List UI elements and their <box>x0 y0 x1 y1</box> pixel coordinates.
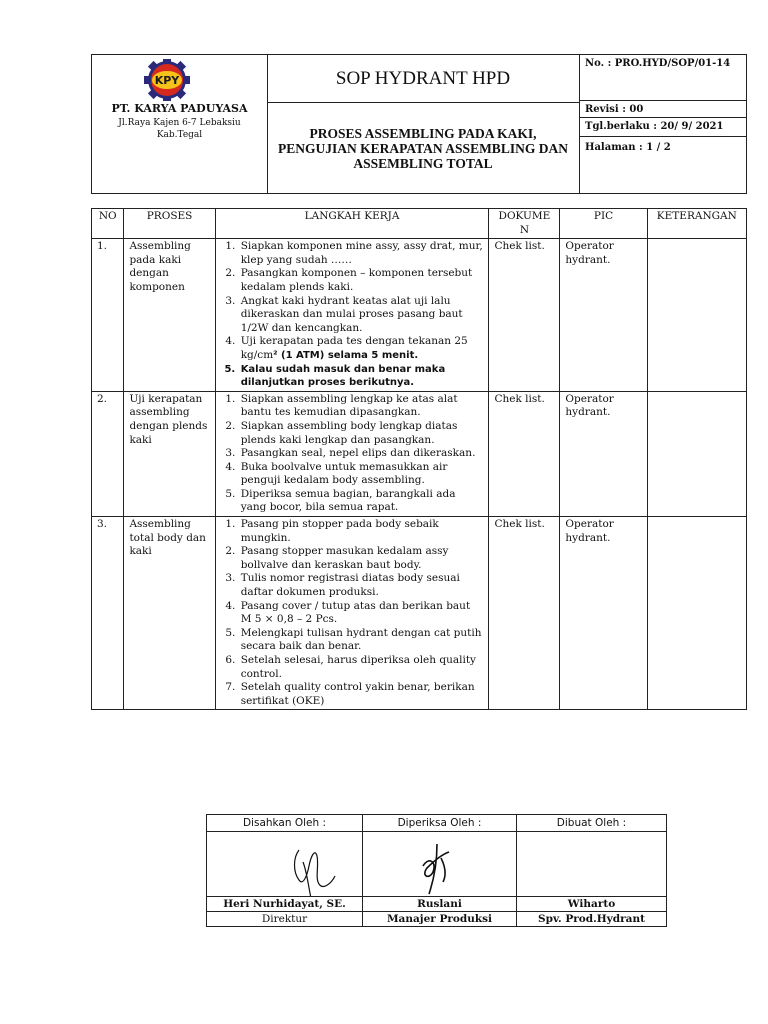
row-document: Chek list. <box>489 391 560 516</box>
approval-table <box>206 814 667 927</box>
revision: Revisi : 00 <box>585 104 644 115</box>
approval-roles-row <box>207 912 667 927</box>
table-row <box>92 391 747 516</box>
header-steps: LANGKAH KERJA <box>215 209 489 239</box>
signature-director <box>207 832 363 897</box>
step-item: 5. Diperiksa semua bagian, barangkali ada yang bocor, bila semua rapat. <box>239 488 484 515</box>
table-header-row <box>92 209 747 239</box>
step-item: 1. Pasang pin stopper pada body sebaik mungkin. <box>239 518 484 545</box>
company-logo <box>136 59 198 101</box>
row-steps <box>215 239 489 392</box>
approval-header-row <box>207 815 667 832</box>
company-block <box>92 55 268 193</box>
director-role: Direktur <box>207 912 363 927</box>
row-no: 1. <box>92 239 124 392</box>
step-item: 2. Siapkan assembling body lengkap diatas plends kaki lengkap dan pasangkan. <box>239 420 484 447</box>
signature-production-manager <box>363 832 517 897</box>
step-item: 2. Pasang stopper masukan kedalam assy bollvalve dan keraskan baut body. <box>239 545 484 572</box>
row-process: Assembling pada kaki dengan komponen <box>124 239 215 392</box>
step-item: 7. Setelah quality control yakin benar, berikan sertifikat (OKE) <box>239 681 484 708</box>
step-item: 2. Pasangkan komponen – komponen tersebut kedalam plends kaki. <box>239 267 484 294</box>
document-number: No. : PRO.HYD/SOP/01-14 <box>579 55 746 101</box>
row-note <box>647 391 746 516</box>
row-no: 2. <box>92 391 124 516</box>
production-manager-role: Manajer Produksi <box>363 912 517 927</box>
signature-supervisor <box>517 832 667 897</box>
company-name: PT. KARYA PADUYASA <box>111 102 248 115</box>
row-document: Chek list. <box>489 239 560 392</box>
step-item: 1. Siapkan komponen mine assy, assy drat, mur, klep yang sudah …… <box>239 240 484 267</box>
document-meta <box>579 55 746 193</box>
step-item: 4. Pasang cover / tutup atas dan berikan baut M 5 × 0,8 – 2 Pcs. <box>239 600 484 627</box>
step-item: 5. Kalau sudah masuk dan benar maka dilanjutkan proses berikutnya. <box>239 363 484 390</box>
row-note <box>647 239 746 392</box>
table-row <box>92 517 747 710</box>
procedure-table <box>91 208 747 710</box>
company-address <box>92 117 267 141</box>
row-steps <box>215 391 489 516</box>
step-item: 5. Melengkapi tulisan hydrant dengan cat putih secara baik dan benar. <box>239 627 484 654</box>
step-item: 3. Pasangkan seal, nepel elips dan dikeraskan. <box>239 447 484 461</box>
prepared-by-label: Dibuat Oleh : <box>517 815 667 832</box>
step-item: 3. Tulis nomor registrasi diatas body sesuai daftar dokumen produksi. <box>239 572 484 599</box>
step-item: 6. Setelah selesai, harus diperiksa oleh quality control. <box>239 654 484 681</box>
row-document: Chek list. <box>489 517 560 710</box>
row-pic: Operator hydrant. <box>560 391 647 516</box>
row-note <box>647 517 746 710</box>
header-pic: PIC <box>560 209 647 239</box>
address-line-2: Kab.Tegal <box>156 130 203 140</box>
step-suffix: ² (1 ATM) selama 5 menit. <box>273 349 419 361</box>
step-item: 4. Uji kerapatan pada tes dengan tekanan 25 kg/cm² (1 ATM) selama 5 menit. <box>239 335 484 362</box>
director-name: Heri Nurhidayat, SE. <box>207 897 363 912</box>
document-title-block <box>267 55 580 193</box>
row-pic: Operator hydrant. <box>560 517 647 710</box>
signature-row <box>207 832 667 897</box>
document-subtitle: PROSES ASSEMBLING PADA KAKI, PENGUJIAN KERAPATAN ASSEMBLING DAN ASSEMBLING TOTAL <box>278 125 568 171</box>
row-steps <box>215 517 489 710</box>
table-row <box>92 239 747 392</box>
header-no: NO <box>92 209 124 239</box>
step-item: 4. Buka boolvalve untuk memasukkan air penguji kedalam body assembling. <box>239 461 484 488</box>
document-header <box>91 54 747 194</box>
supervisor-role: Spv. Prod.Hydrant <box>517 912 667 927</box>
row-process: Assembling total body dan kaki <box>124 517 215 710</box>
row-process: Uji kerapatan assembling dengan plends kaki <box>124 391 215 516</box>
address-line-1: Jl.Raya Kajen 6-7 Lebaksiu <box>118 118 241 128</box>
document-title: SOP HYDRANT HPD <box>267 55 579 103</box>
header-document: DOKUMEN <box>489 209 560 239</box>
header-process: PROSES <box>124 209 215 239</box>
step-item: 1. Siapkan assembling lengkap ke atas alat bantu tes kemudian dipasangkan. <box>239 393 484 420</box>
checked-by-label: Diperiksa Oleh : <box>363 815 517 832</box>
step-item: 3. Angkat kaki hydrant keatas alat uji lalu dikeraskan dan mulai proses pasang baut 1/2W dan kencangkan. <box>239 295 484 336</box>
header-note: KETERANGAN <box>647 209 746 239</box>
supervisor-name: Wiharto <box>517 897 667 912</box>
row-pic: Operator hydrant. <box>560 239 647 392</box>
logo-text: KPY <box>154 74 180 87</box>
page-number: Halaman : 1 / 2 <box>585 142 671 153</box>
production-manager-name: Ruslani <box>363 897 517 912</box>
row-no: 3. <box>92 517 124 710</box>
approved-by-label: Disahkan Oleh : <box>207 815 363 832</box>
effective-date: Tgl.berlaku : 20/ 9/ 2021 <box>579 117 746 137</box>
approval-names-row <box>207 897 667 912</box>
